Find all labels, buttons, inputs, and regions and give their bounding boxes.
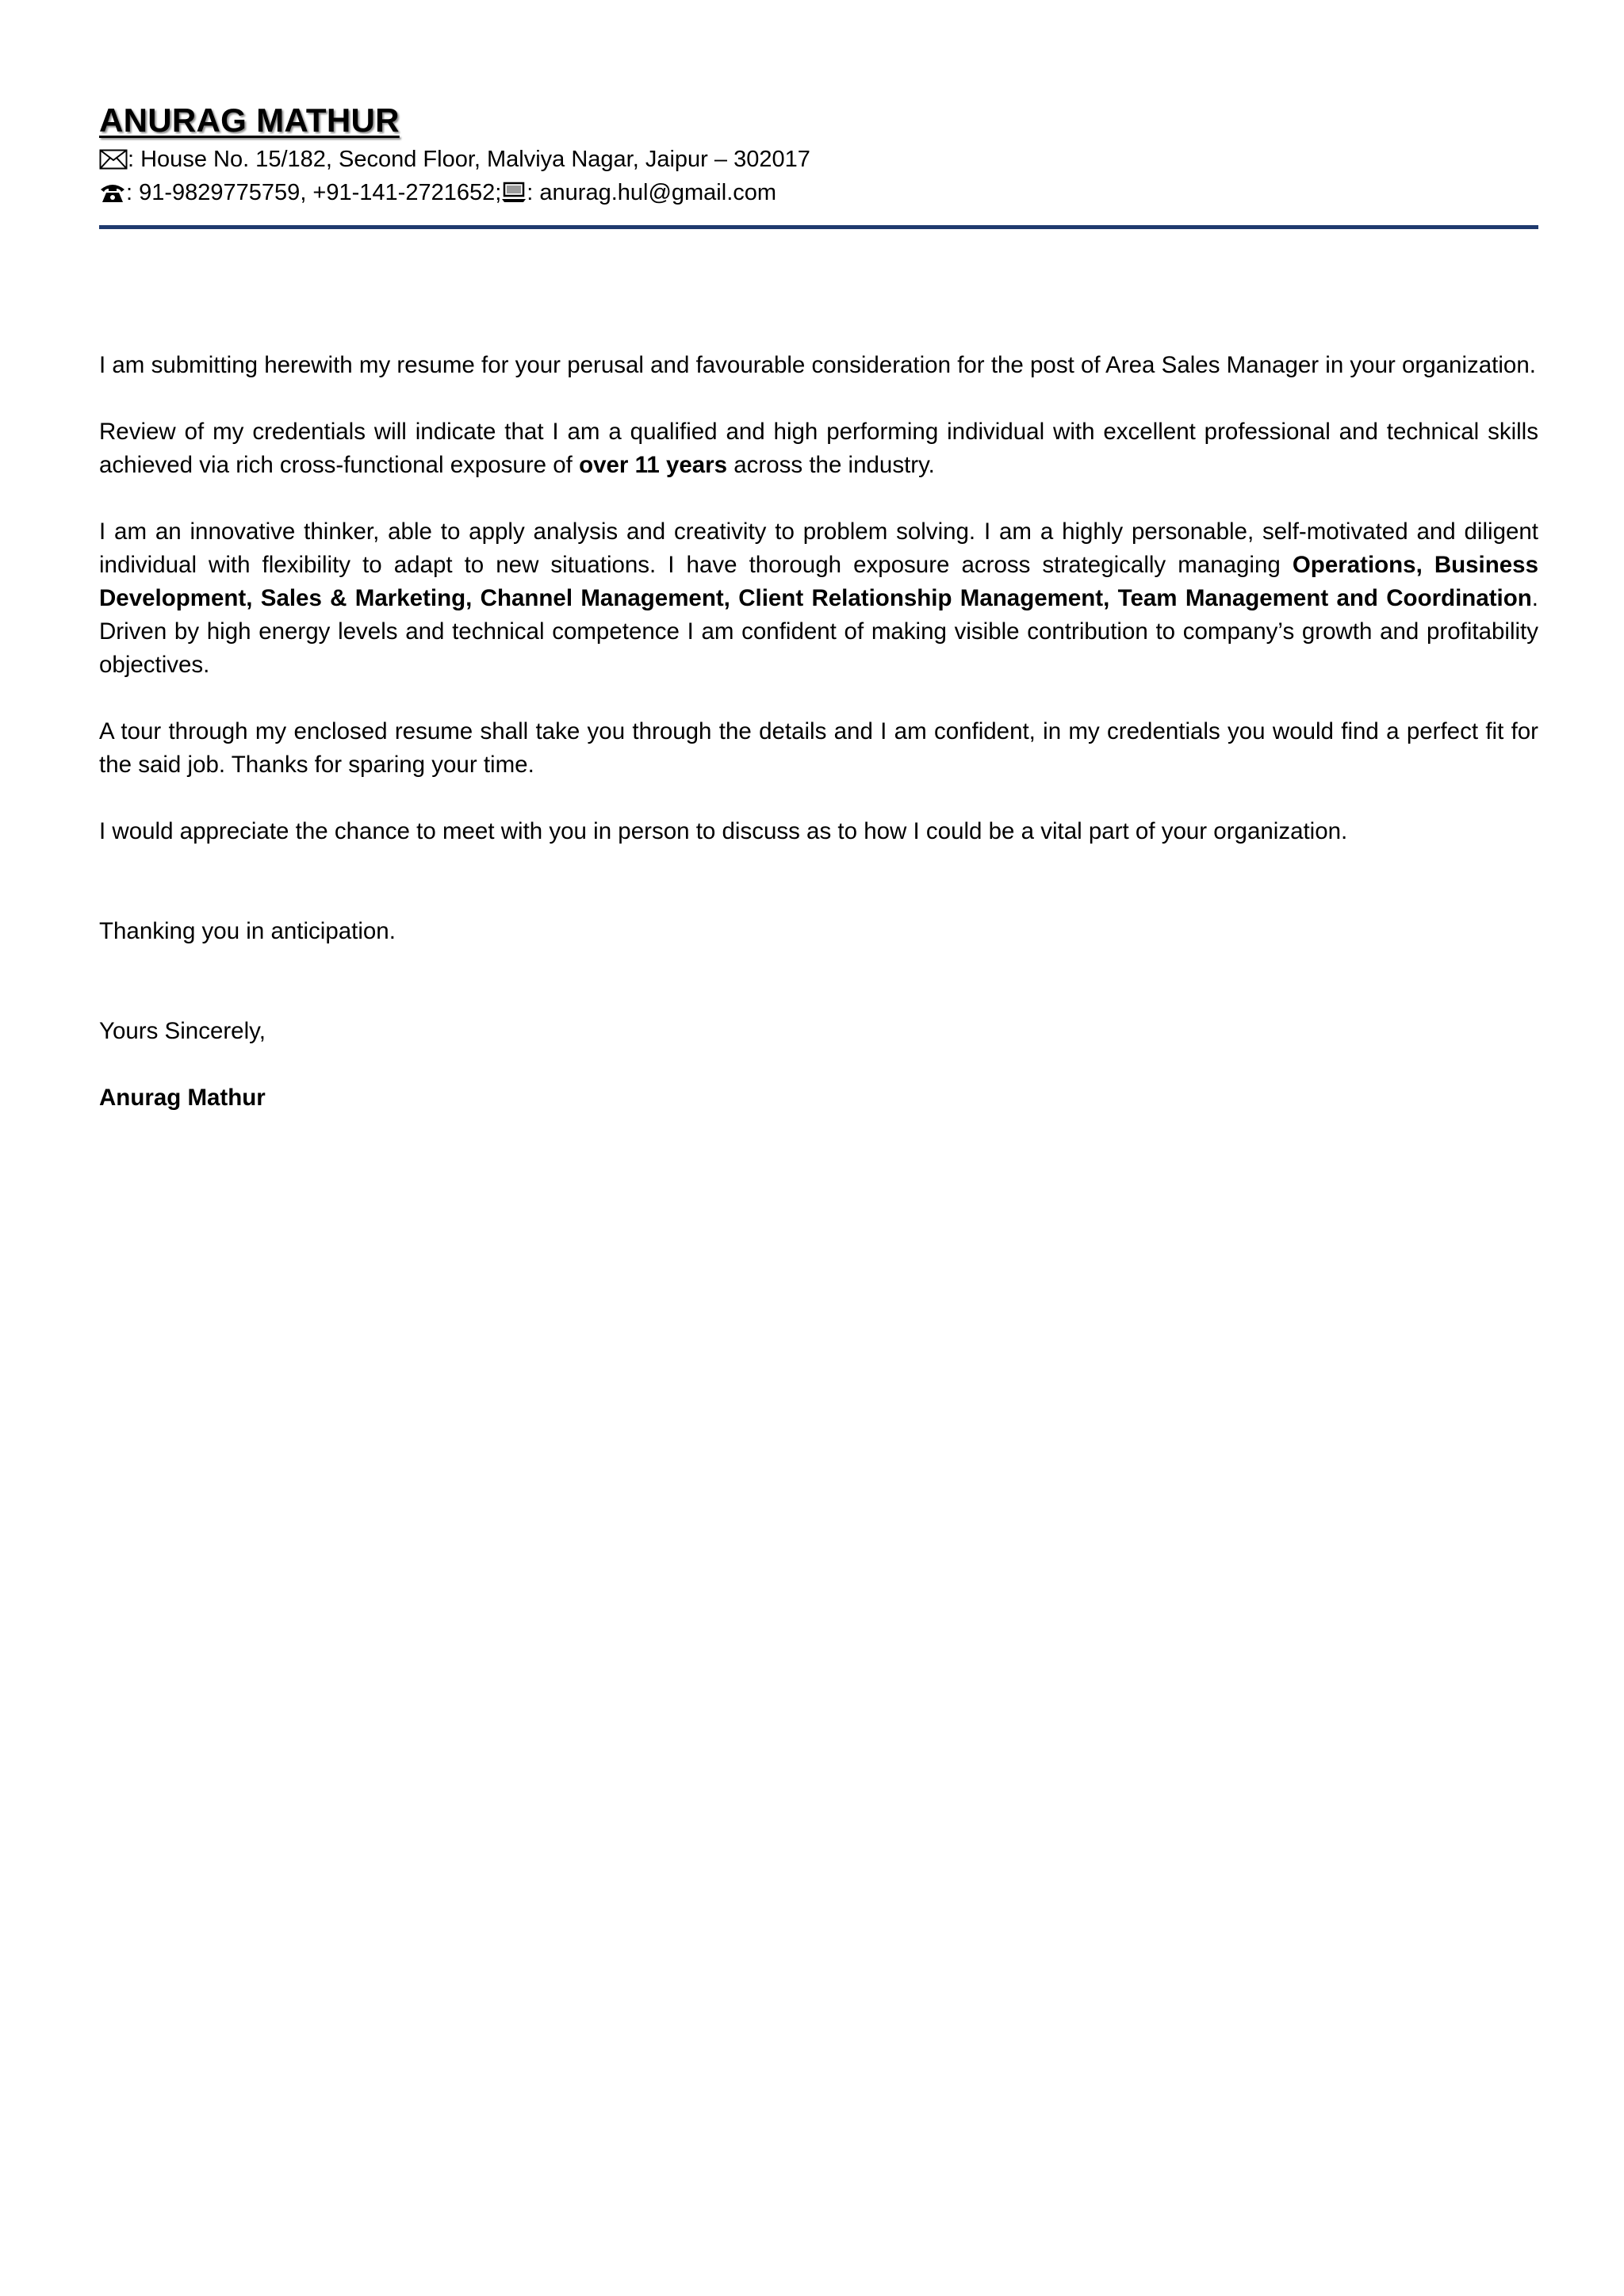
computer-icon bbox=[501, 181, 527, 205]
phone-email-line bbox=[99, 176, 1538, 209]
paragraph-credentials bbox=[99, 415, 1538, 482]
signature-name bbox=[99, 1081, 1538, 1115]
paragraph-intro: I am submitting herewith my resume for your perusal and favourable consideration for the post of Area Sales Manager in your organization. bbox=[99, 352, 1536, 378]
closing-salutation: Yours Sincerely, bbox=[99, 1018, 266, 1044]
signature-text: Anurag Mathur bbox=[99, 1085, 266, 1111]
header-divider bbox=[99, 225, 1538, 229]
email-address[interactable]: : anurag.hul@gmail.com bbox=[527, 180, 777, 205]
experience-highlight: over 11 years bbox=[579, 452, 728, 478]
letterhead bbox=[99, 98, 1538, 209]
credentials-text: Review of my credentials will indicate that I am a qualified and high performing individual with excellent professional and technical skills achieved via rich cross-functional exposure of bbox=[99, 419, 1538, 478]
address-text: : House No. 15/182, Second Floor, Malviya Nagar, Jaipur – 302017 bbox=[128, 147, 810, 172]
paragraph-skills bbox=[99, 515, 1538, 682]
paragraph-meeting: I would appreciate the chance to meet with you in person to discuss as to how I could be a vital part of your organization. bbox=[99, 818, 1348, 844]
paragraph-resume-tour: A tour through my enclosed resume shall take you through the details and I am confident, in my credentials you would find a perfect fit for the said job. Thanks for sparing your time. bbox=[99, 718, 1538, 778]
credentials-text-end: across the industry. bbox=[727, 452, 935, 478]
applicant-name: ANURAG MATHUR bbox=[99, 101, 400, 139]
skills-highlight: Operations, Business Development, Sales & Marketing, Channel Management, Client Relationship Management, Team Management and Coordination bbox=[99, 552, 1538, 611]
phone-numbers: : 91-9829775759, +91-141-2721652; bbox=[126, 180, 502, 205]
skills-text: I am an innovative thinker, able to apply analysis and creativity to problem solving. I am a highly personable, self-motivated and diligent individual with flexibility to adapt to new situations. I have thorough exposure across strategically managing bbox=[99, 519, 1538, 578]
letter-body bbox=[99, 349, 1538, 1148]
skills-text-end: . Driven by high energy levels and technical competence I am confident of making visible contribution to company’s growth and profitability objectives. bbox=[99, 585, 1538, 678]
address-line bbox=[99, 143, 1538, 176]
envelope-icon bbox=[99, 147, 128, 171]
thanks-line: Thanking you in anticipation. bbox=[99, 918, 396, 944]
telephone-icon bbox=[99, 181, 126, 205]
